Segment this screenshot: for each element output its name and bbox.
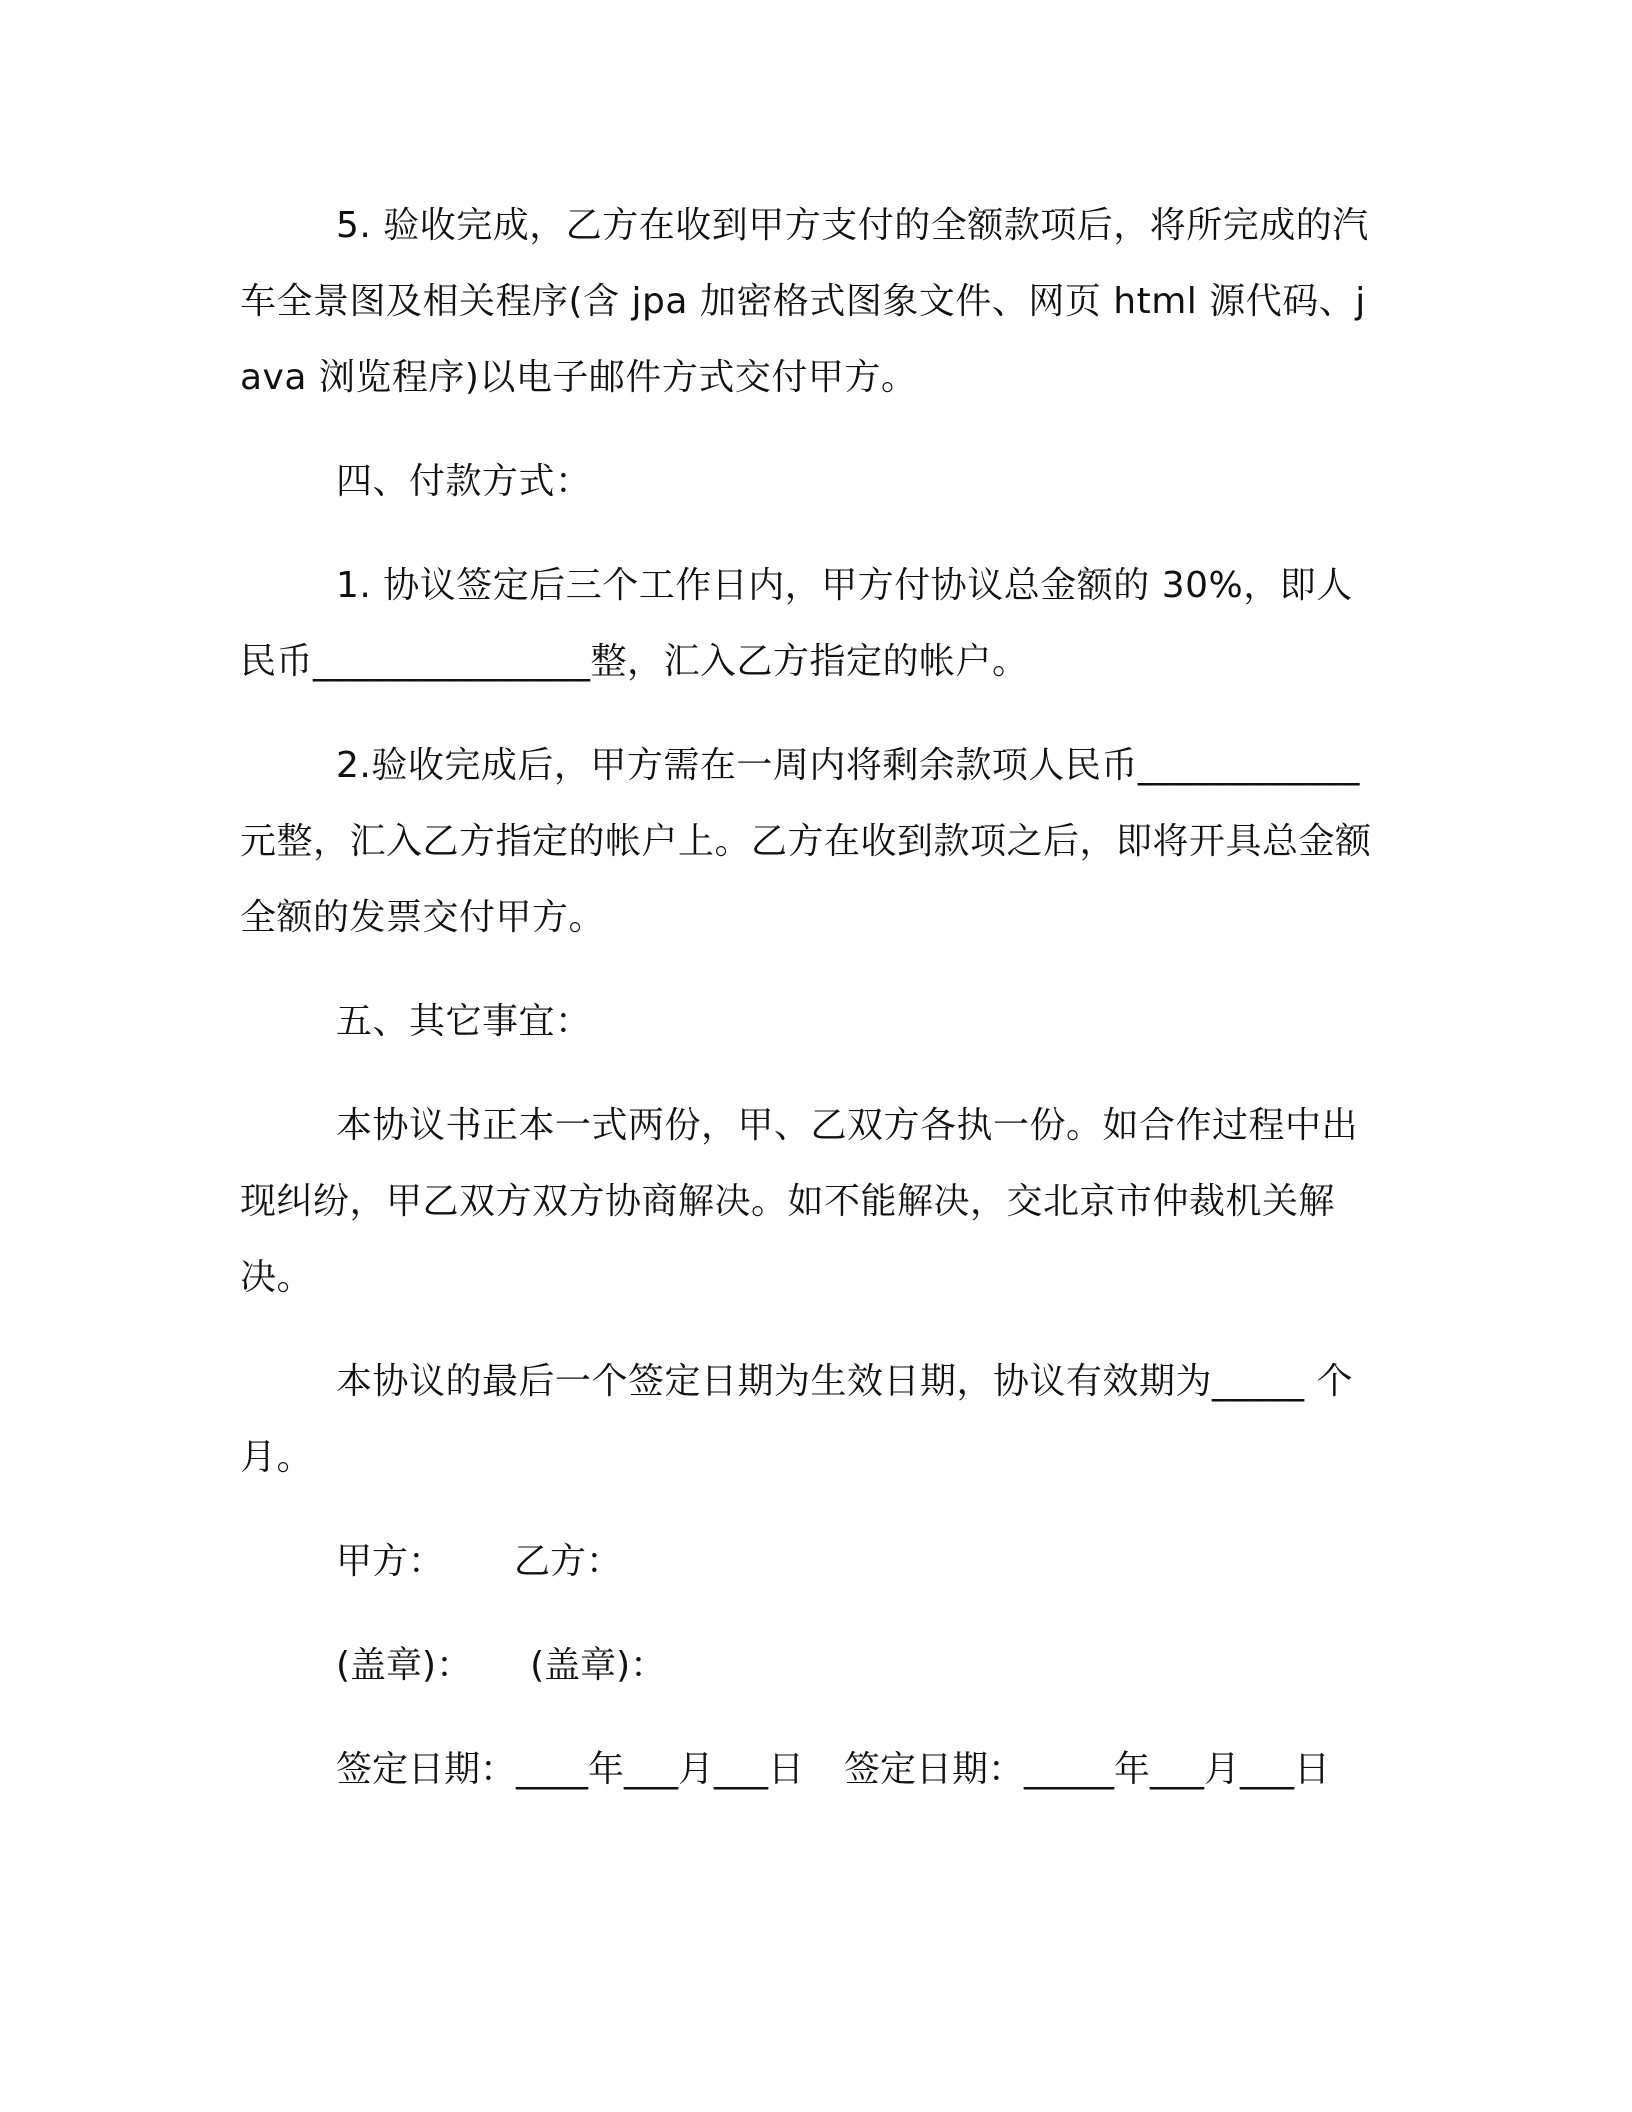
section-heading-payment: 四、付款方式： (336, 461, 592, 502)
signature-date-row (240, 1732, 1375, 1808)
payment-clause-2: 2.验收完成后，甲方需在一周内将剩余款项人民币____________元整，汇入乙方指定的帐户上。乙方在收到款项之后，即将开具总金额全额的发票交付甲方。 (240, 745, 1372, 938)
other-clause-copies: 本协议书正本一式两份，甲、乙双方各执一份。如合作过程中出现纠纷，甲乙双方双方协商解决。如不能解决，交北京市仲裁机关解决。 (240, 1105, 1359, 1298)
other-clause-validity: 本协议的最后一个签定日期为生效日期，协议有效期为_____ 个月。 (240, 1361, 1353, 1478)
date-b-label: 签定日期：_____年___月___日 (844, 1749, 1331, 1790)
document-page (240, 188, 1375, 1808)
signature-seal-row (240, 1628, 1375, 1704)
signature-parties-row (240, 1524, 1375, 1600)
date-a-label: 签定日期：____年___月___日 (336, 1749, 805, 1790)
seal-a-label: (盖章)： (336, 1645, 473, 1686)
section-heading-other: 五、其它事宜： (336, 1001, 592, 1042)
party-a-label: 甲方： (336, 1541, 445, 1582)
party-b-label: 乙方： (514, 1541, 623, 1582)
clause-5-delivery: 5. 验收完成，乙方在收到甲方支付的全额款项后，将所完成的汽车全景图及相关程序(含 jpa 加密格式图象文件、网页 html 源代码、java 浏览程序)以电子邮件方式交付甲方。 (240, 205, 1369, 398)
payment-clause-1: 1. 协议签定后三个工作日内，甲方付协议总金额的 30%，即人民币_______________整，汇入乙方指定的帐户。 (240, 565, 1353, 682)
seal-b-label: (盖章)： (530, 1645, 667, 1686)
